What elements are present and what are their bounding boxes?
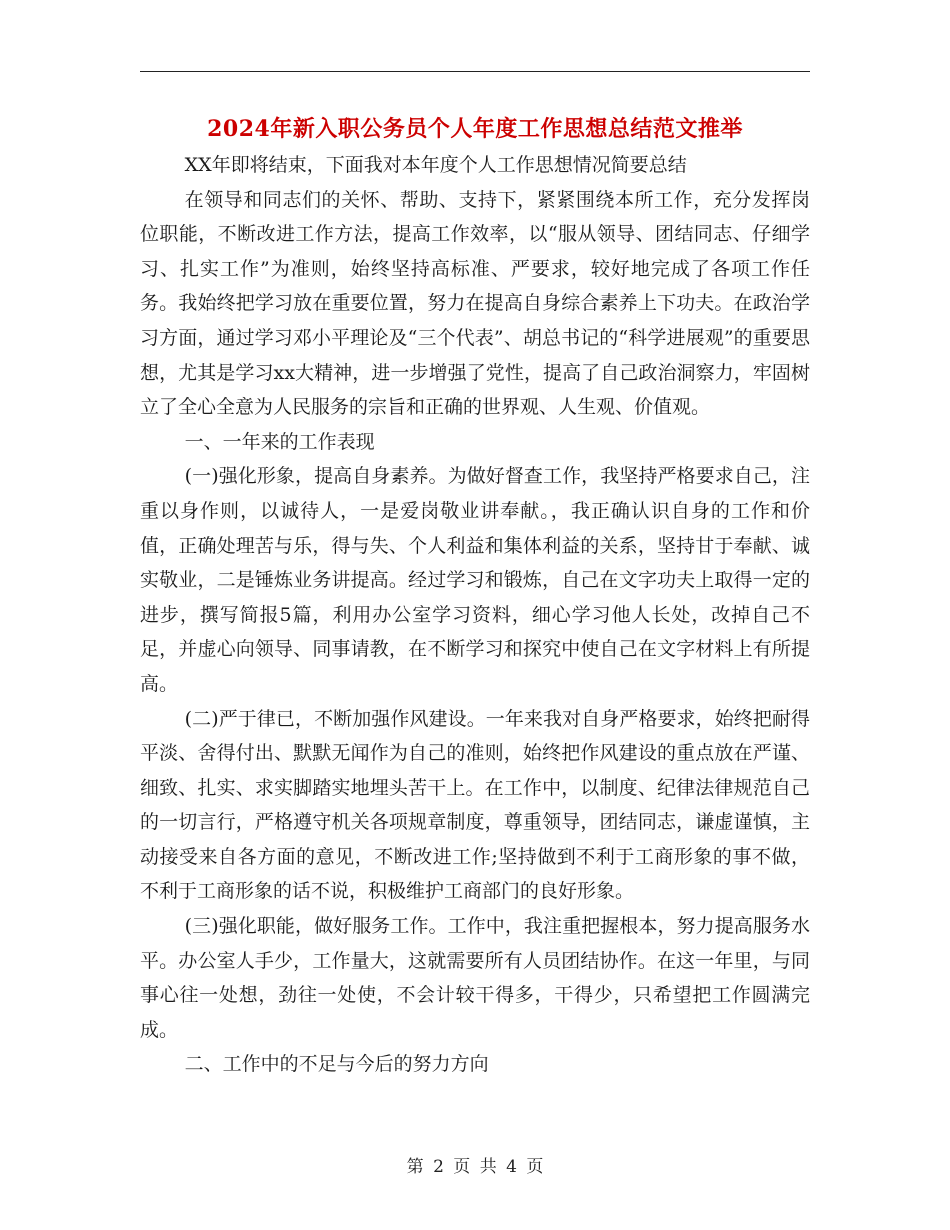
header-rule [140, 71, 810, 72]
body-paragraph: (一)强化形象，提高自身素养。为做好督查工作，我坚持严格要求自己，注重以身作则，以诚待人，一是爱岗敬业讲奉献。，我正确认识自身的工作和价值，正确处理苦与乐，得与失、个人利益和集体利益的关系，坚持甘于奉献、诚实敬业，二是锤炼业务讲提高。经过学习和锻炼，自己在文字功夫上取得一定的进步，撰写简报5篇，利用办公室学习资料，细心学习他人长处，改掉自己不足，并虚心向领导、同事请教，在不断学习和探究中使自己在文字材料上有所提高。 [140, 465, 810, 695]
body-paragraph: (二)严于律已，不断加强作风建设。一年来我对自身严格要求，始终把耐得平淡、舍得付出、默默无闻作为自己的准则，始终把作风建设的重点放在严谨、细致、扎实、求实脚踏实地埋头苦干上。在工作中，以制度、纪律法律规范自己的一切言行，严格遵守机关各项规章制度，尊重领导，团结同志，谦虚谨慎，主动接受来自各方面的意见，不断改进工作;坚持做到不利于工商形象的事不做，不利于工商形象的话不说，积极维护工商部门的良好形象。 [140, 707, 810, 903]
document-body [140, 148, 810, 1082]
document-title: 2024年新入职公务员个人年度工作思想总结范文推举 [207, 116, 743, 142]
page-number-footer: 第 2 页 共 4 页 [406, 1157, 544, 1177]
intro-paragraph: XX年即将结束，下面我对本年度个人工作思想情况简要总结 [184, 154, 687, 176]
body-paragraph: (三)强化职能，做好服务工作。工作中，我注重把握根本，努力提高服务水平。办公室人手少，工作量大，这就需要所有人员团结协作。在这一年里，与同事心往一处想，劲往一处使，不会计较干得多，干得少，只希望把工作圆满完成。 [140, 915, 810, 1041]
section-heading: 一、一年来的工作表现 [184, 430, 375, 453]
body-paragraph: 在领导和同志们的关怀、帮助、支持下，紧紧围绕本所工作，充分发挥岗位职能，不断改进工作方法，提高工作效率，以“服从领导、团结同志、仔细学习、扎实工作”为准则，始终坚持高标准、严要求，较好地完成了各项工作任务。我始终把学习放在重要位置，努力在提高自身综合素养上下功夫。在政治学习方面，通过学习邓小平理论及“三个代表”、胡总书记的“科学进展观”的重要思想，尤其是学习xx大精神，进一步增强了党性，提高了自己政治洞察力，牢固树立了全心全意为人民服务的宗旨和正确的世界观、人生观、价值观。 [140, 188, 810, 419]
section-heading: 二、工作中的不足与今后的努力方向 [184, 1053, 489, 1076]
